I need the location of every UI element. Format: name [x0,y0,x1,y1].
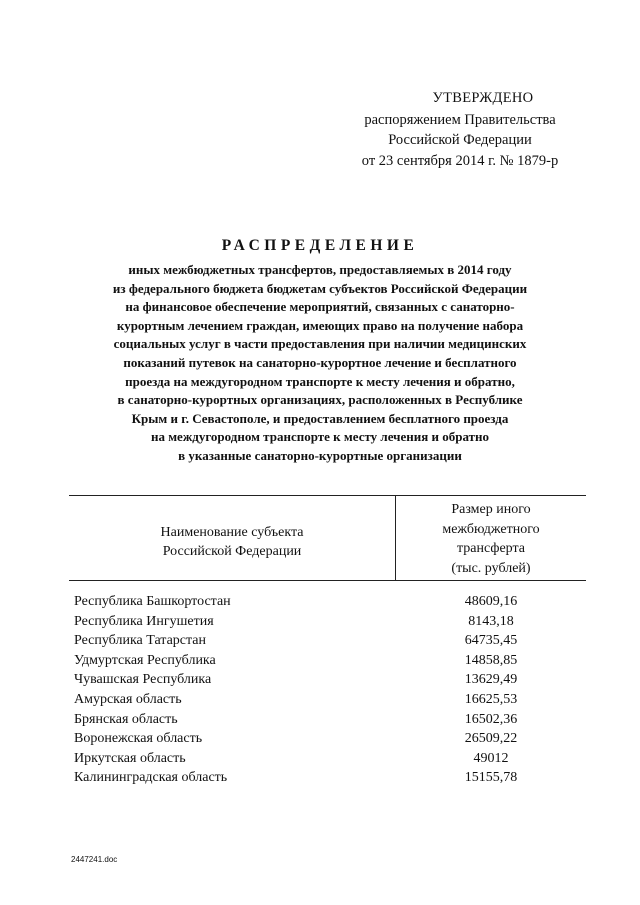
transfer-amount: 13629,49 [464,672,518,688]
document-file-reference: 2447241.doc [71,855,118,864]
region-name: Чувашская Республика [74,672,212,688]
header-name-line: Наименование субъекта [160,525,304,540]
region-name: Иркутская область [74,750,186,766]
approval-line-3: от 23 сентября 2014 г. № 1879-р [361,152,559,169]
table-body [74,592,586,788]
table-row [74,710,586,730]
transfer-amount: 14858,85 [464,652,518,668]
region-name: Удмуртская Республика [74,652,216,668]
table-header-bottom-rule [69,580,586,581]
subtitle-line: социальных услуг в части предоставления при наличии медицинских [113,336,527,352]
subtitle-line: показаний путевок на санаторно-курортное лечение и бесплатного [123,354,517,370]
subtitle-line: в указанные санаторно-курортные организации [178,447,462,463]
region-name: Республика Ингушетия [74,613,214,629]
region-name: Амурская область [74,691,182,707]
subtitle-line: на междугородном транспорте к месту лечения и обратно [150,429,490,445]
header-name-line: Российской Федерации [162,544,302,559]
header-amount-line: (тыс. рублей) [451,560,531,576]
region-name: Калининградская область [74,770,228,786]
header-amount-line: трансферта [457,541,525,556]
approval-block [330,88,590,171]
region-name: Воронежская область [74,731,203,747]
subtitle-line: курортным лечением граждан, имеющих право на получение набора [116,317,524,333]
document-title: РАСПРЕДЕЛЕНИЕ [221,237,419,254]
subtitle-line: проезда на междугородном транспорте к месту лечения и обратно, [125,373,515,389]
subtitle-line: из федерального бюджета бюджетам субъектов Российской Федерации [112,280,528,296]
table-header-top-rule [69,495,586,496]
transfer-amount: 49012 [473,750,509,766]
subtitle-line: иных межбюджетных трансфертов, предоставляемых в 2014 году [128,262,512,277]
table-header-name [69,523,395,561]
transfer-amount: 48609,16 [464,594,518,609]
table-row [74,690,586,710]
table-row [74,729,586,749]
table-row [74,768,586,788]
transfer-amount: 15155,78 [464,770,518,786]
approval-line-2: Российской Федерации [388,132,532,148]
transfer-amount: 64735,45 [464,633,518,649]
subtitle-line: Крым и г. Севастополе, и предоставлением бесплатного проезда [131,410,509,426]
table-row [74,749,586,769]
table-header-amount [396,500,586,578]
region-name: Республика Татарстан [74,633,207,649]
transfer-amount: 8143,18 [468,613,514,629]
header-amount-line: межбюджетного [442,521,540,537]
table-row [74,631,586,651]
approval-stamp-heading: УТВЕРЖДЕНО [432,90,534,106]
table-row [74,612,586,632]
table-row [74,592,586,612]
subtitle-line: на финансовое обеспечение мероприятий, связанных с санаторно- [125,299,515,315]
approval-line-1: распоряжением Правительства [364,111,556,128]
table-row [74,670,586,690]
region-name: Брянская область [74,711,178,727]
transfer-amount: 16625,53 [464,691,518,707]
transfer-amount: 16502,36 [464,711,518,727]
subtitle-line: в санаторно-курортных организациях, расположенных в Республике [117,392,523,408]
transfer-amount: 26509,22 [464,731,518,747]
table-row [74,651,586,671]
document-subtitle [40,261,600,466]
header-amount-line: Размер иного [451,502,531,517]
region-name: Республика Башкортостан [74,594,231,609]
